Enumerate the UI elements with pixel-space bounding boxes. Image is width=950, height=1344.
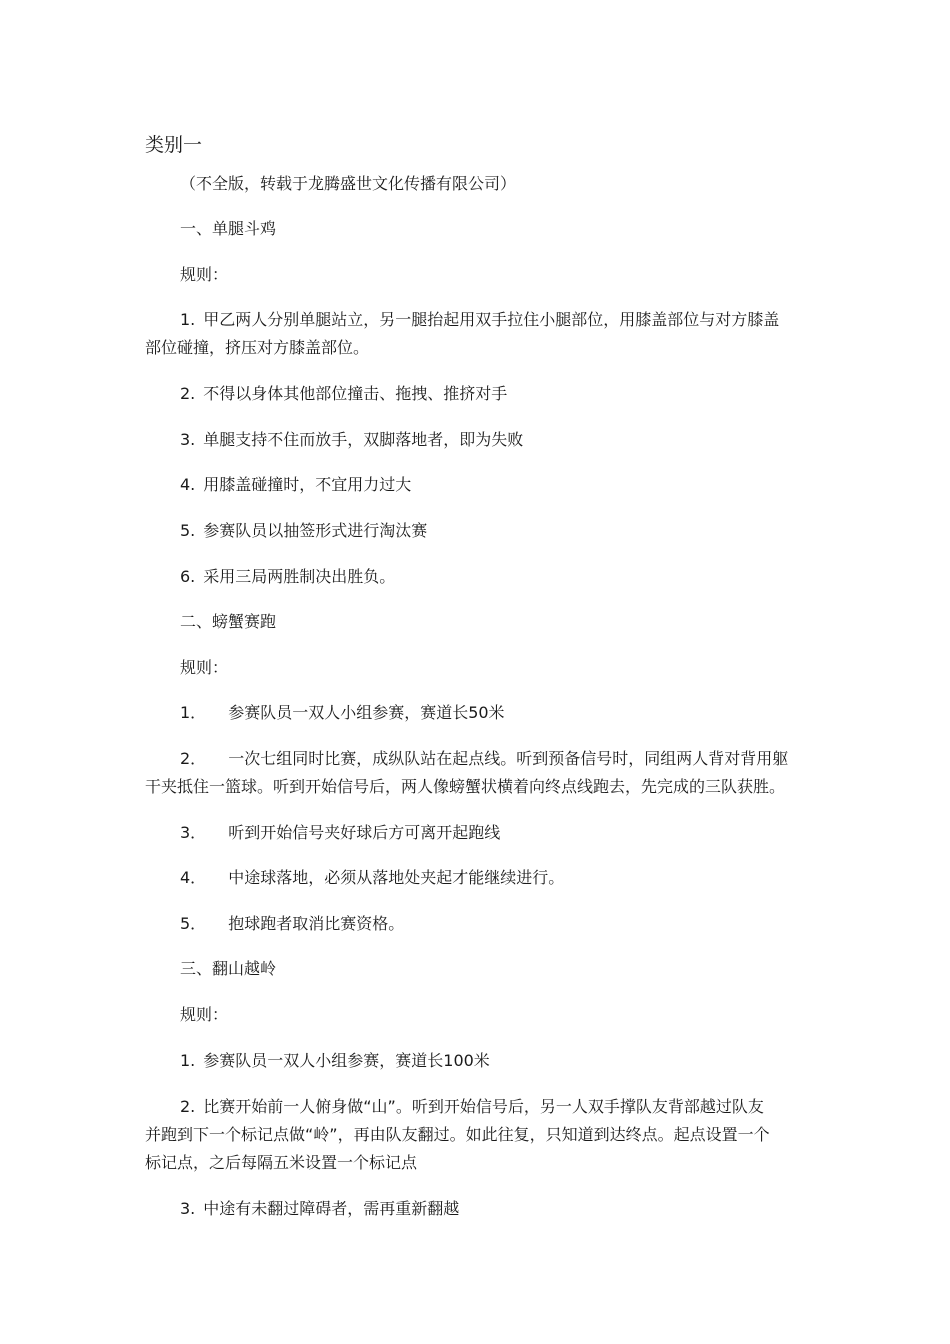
rule-1-2	[180, 381, 507, 407]
rule-text: 单腿支持不住而放手，双脚落地者，即为失败	[203, 430, 524, 449]
rule-number: 1.	[180, 310, 196, 329]
rule-text: 不得以身体其他部位撞击、拖拽、推挤对手	[203, 384, 508, 403]
rule-number: 3．	[180, 823, 207, 842]
rule-text: 一次七组同时比赛，成纵队站在起点线。听到预备信号时，同组两人背对背用躯	[228, 749, 789, 768]
rule-3-2-continued: 并跑到下一个标记点做“岭”，再由队友翻过。如此往复，只知道到达终点。起点设置一个	[145, 1125, 770, 1144]
rule-3-2-continued-2: 标记点，之后每隔五米设置一个标记点	[145, 1153, 418, 1172]
rule-number: 6.	[180, 567, 196, 586]
rule-number: 2.	[180, 384, 196, 403]
rule-number: 3.	[180, 430, 196, 449]
rule-2-2-continued: 干夹抵住一篮球。听到开始信号后，两人像螃蟹状横着向终点线跑去，先完成的三队获胜。	[145, 777, 786, 796]
rule-text: 听到开始信号夹好球后方可离开起跑线	[228, 823, 501, 842]
rule-1-1	[180, 307, 779, 333]
category-title: 类别一	[145, 134, 203, 156]
rule-number: 4．	[180, 868, 207, 887]
rule-text: 中途有未翻过障碍者，需再重新翻越	[203, 1199, 460, 1218]
rule-2-4	[180, 865, 564, 891]
rule-text: 中途球落地，必须从落地处夹起才能继续进行。	[228, 868, 565, 887]
rule-number: 3.	[180, 1199, 196, 1218]
rules-label-2: 规则：	[180, 658, 229, 677]
rule-number: 5．	[180, 914, 207, 933]
rule-number: 1.	[180, 1051, 196, 1070]
rule-3-1	[180, 1048, 490, 1074]
rule-number: 5.	[180, 521, 196, 540]
rule-2-2	[180, 746, 788, 772]
rule-number: 2.	[180, 1097, 196, 1116]
rule-1-5	[180, 518, 427, 544]
source-note: （不全版，转载于龙腾盛世文化传播有限公司）	[180, 174, 517, 193]
rule-text: 甲乙两人分别单腿站立，另一腿抬起用双手拉住小腿部位，用膝盖部位与对方膝盖	[203, 310, 780, 329]
rule-3-3	[180, 1196, 459, 1222]
rule-1-1-continued: 部位碰撞，挤压对方膝盖部位。	[145, 338, 370, 357]
rule-1-6	[180, 564, 395, 590]
rule-text: 参赛队员一双人小组参赛，赛道长50米	[228, 703, 505, 722]
rule-number: 4.	[180, 475, 196, 494]
rule-number: 2．	[180, 749, 207, 768]
section-title-2: 二、螃蟹赛跑	[180, 612, 277, 631]
rule-text: 采用三局两胜制决出胜负。	[203, 567, 396, 586]
rule-text: 参赛队员以抽签形式进行淘汰赛	[203, 521, 428, 540]
section-title-1: 一、单腿斗鸡	[180, 219, 277, 238]
rule-text: 抱球跑者取消比赛资格。	[228, 914, 405, 933]
rule-text: 用膝盖碰撞时，不宜用力过大	[203, 475, 412, 494]
rule-2-5	[180, 911, 404, 937]
section-title-3: 三、翻山越岭	[180, 959, 277, 978]
rule-number: 1．	[180, 703, 207, 722]
rule-3-2	[180, 1094, 764, 1120]
rule-1-4	[180, 472, 411, 498]
rule-2-1	[180, 700, 505, 726]
rule-text: 比赛开始前一人俯身做“山”。听到开始信号后，另一人双手撑队友背部越过队友	[203, 1097, 764, 1116]
rule-1-3	[180, 427, 523, 453]
rule-text: 参赛队员一双人小组参赛，赛道长100米	[203, 1051, 490, 1070]
rule-2-3	[180, 820, 500, 846]
rules-label-1: 规则：	[180, 265, 229, 284]
rules-label-3: 规则：	[180, 1005, 229, 1024]
